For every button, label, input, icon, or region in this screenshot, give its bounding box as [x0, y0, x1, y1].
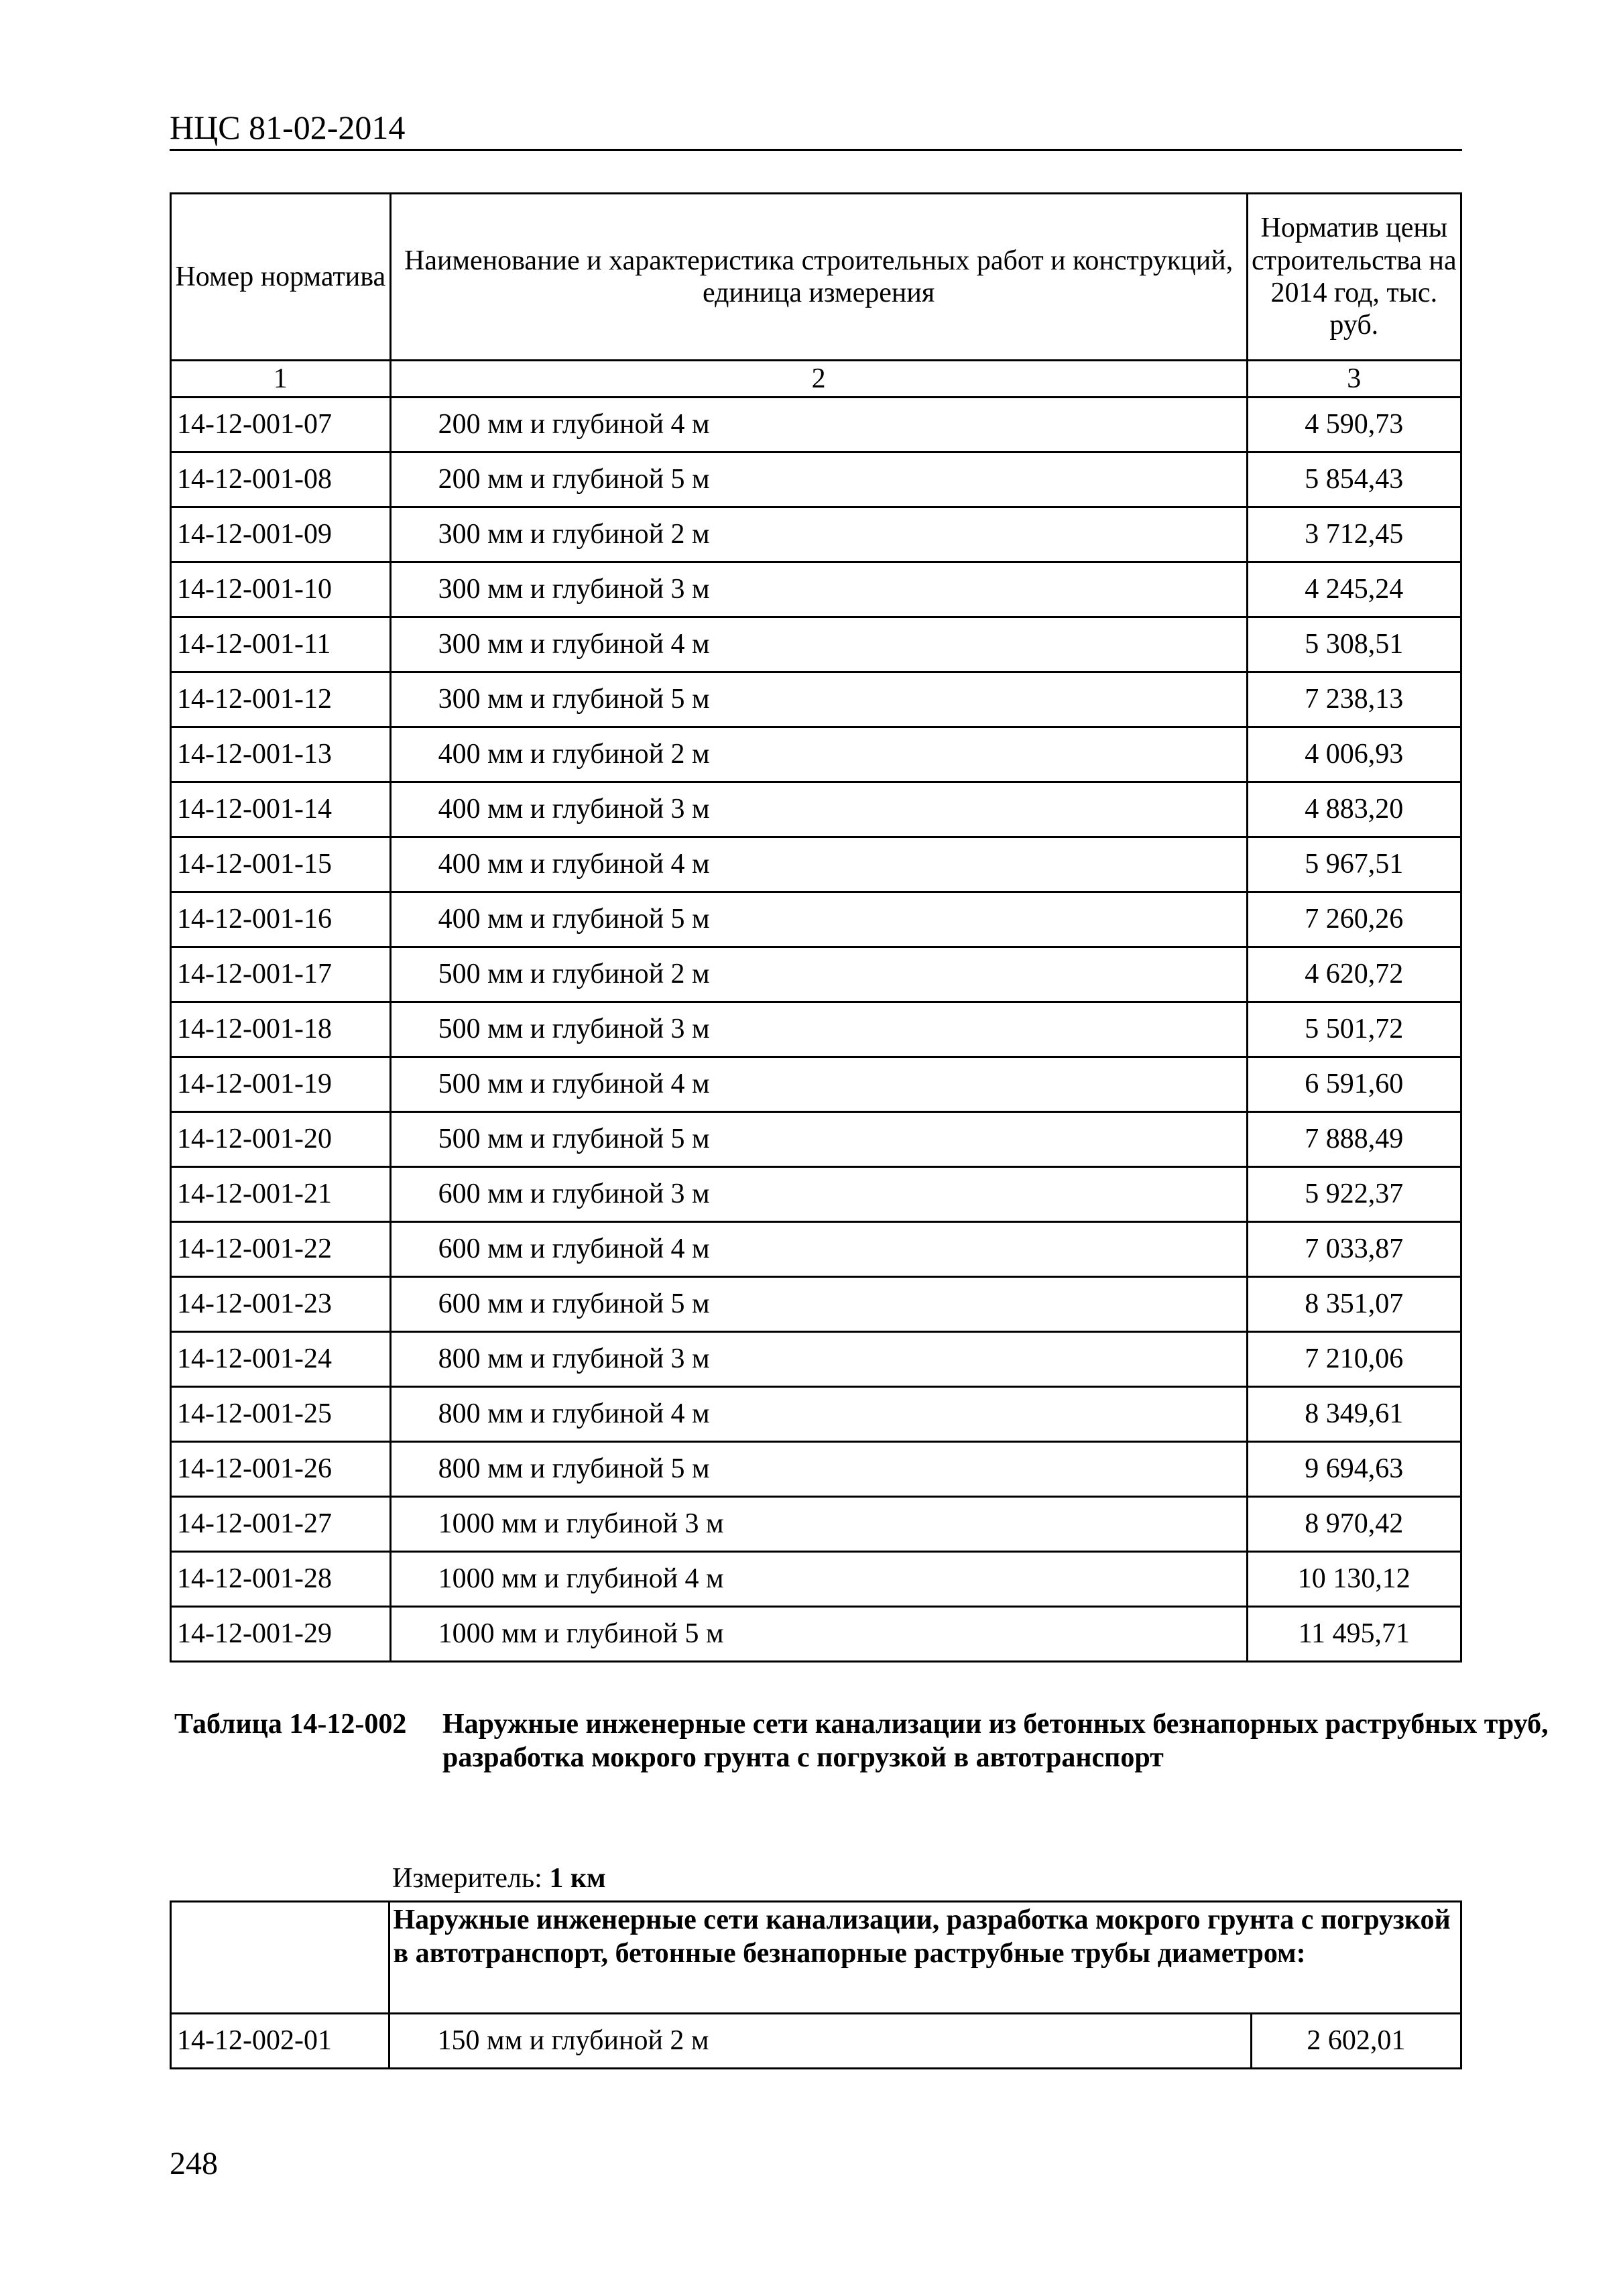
row-code: 14-12-001-21 — [171, 1167, 391, 1222]
row-code: 14-12-001-26 — [171, 1442, 391, 1497]
row-price: 8 349,61 — [1247, 1387, 1461, 1442]
unit-of-measure — [392, 1862, 606, 1894]
column-header-code: Номер норматива — [171, 194, 391, 361]
row-description: 800 мм и глубиной 4 м — [390, 1387, 1247, 1442]
table-row — [171, 947, 1461, 1002]
row-description: 200 мм и глубиной 4 м — [390, 398, 1247, 452]
row-price: 7 260,26 — [1247, 892, 1461, 947]
row-description: 300 мм и глубиной 3 м — [390, 562, 1247, 617]
table-row — [171, 1002, 1461, 1057]
row-code: 14-12-001-24 — [171, 1332, 391, 1387]
row-price: 4 006,93 — [1247, 727, 1461, 782]
table-caption-text: Наружные инженерные сети канализации из бетонных безнапорных раструбных труб, разработка мокрого грунта с погрузкой в автотранспорт — [442, 1709, 1549, 1774]
row-description: 300 мм и глубиной 5 м — [390, 672, 1247, 727]
row-description: 600 мм и глубиной 4 м — [390, 1222, 1247, 1277]
row-price: 5 854,43 — [1247, 452, 1461, 507]
row-price: 4 620,72 — [1247, 947, 1461, 1002]
row-code: 14-12-001-11 — [171, 617, 391, 672]
column-number-row — [171, 361, 1461, 398]
row-price: 4 245,24 — [1247, 562, 1461, 617]
row-price: 4 883,20 — [1247, 782, 1461, 837]
row-code: 14-12-001-18 — [171, 1002, 391, 1057]
table-row — [171, 452, 1461, 507]
row-description: 400 мм и глубиной 2 м — [390, 727, 1247, 782]
row-description: 600 мм и глубиной 3 м — [390, 1167, 1247, 1222]
row-code: 14-12-001-14 — [171, 782, 391, 837]
row-code: 14-12-001-28 — [171, 1552, 391, 1607]
row-code: 14-12-001-15 — [171, 837, 391, 892]
row-code: 14-12-001-08 — [171, 452, 391, 507]
row-description: 1000 мм и глубиной 4 м — [390, 1552, 1247, 1607]
row-description: 800 мм и глубиной 5 м — [390, 1442, 1247, 1497]
row-code: 14-12-001-20 — [171, 1112, 391, 1167]
table-group-header: Наружные инженерные сети канализации, разработка мокрого грунта с погрузкой в автотранспорт, бетонные безнапорные раструбные трубы диаметром: — [389, 1902, 1461, 2014]
row-price: 8 351,07 — [1247, 1277, 1461, 1332]
table-caption-label: Таблица 14-12-002 — [174, 1709, 407, 1740]
page-number: 248 — [170, 2146, 218, 2181]
row-description: 400 мм и глубиной 3 м — [390, 782, 1247, 837]
row-price: 8 970,42 — [1247, 1497, 1461, 1552]
row-description: 500 мм и глубиной 3 м — [390, 1002, 1247, 1057]
row-price: 7 888,49 — [1247, 1112, 1461, 1167]
table-group-header-row — [171, 1902, 1461, 2014]
row-description: 1000 мм и глубиной 3 м — [390, 1497, 1247, 1552]
row-code: 14-12-001-10 — [171, 562, 391, 617]
row-code: 14-12-002-01 — [171, 2014, 389, 2069]
table-row — [171, 1222, 1461, 1277]
table-row — [171, 1607, 1461, 1662]
row-price: 7 033,87 — [1247, 1222, 1461, 1277]
row-price: 5 501,72 — [1247, 1002, 1461, 1057]
price-table-14-12-002 — [170, 1900, 1462, 2069]
row-description: 500 мм и глубиной 4 м — [390, 1057, 1247, 1112]
table-row — [171, 782, 1461, 837]
row-code: 14-12-001-23 — [171, 1277, 391, 1332]
table-row — [171, 617, 1461, 672]
table-row — [171, 1167, 1461, 1222]
row-price: 7 210,06 — [1247, 1332, 1461, 1387]
row-code: 14-12-001-07 — [171, 398, 391, 452]
row-price: 11 495,71 — [1247, 1607, 1461, 1662]
price-table — [170, 192, 1462, 1663]
table-header-row — [171, 194, 1461, 361]
table-row — [171, 562, 1461, 617]
row-price: 3 712,45 — [1247, 507, 1461, 562]
row-price: 6 591,60 — [1247, 1057, 1461, 1112]
row-price: 5 967,51 — [1247, 837, 1461, 892]
table-row — [171, 1497, 1461, 1552]
row-code: 14-12-001-12 — [171, 672, 391, 727]
row-description: 500 мм и глубиной 2 м — [390, 947, 1247, 1002]
empty-cell — [171, 1902, 389, 2014]
row-code: 14-12-001-25 — [171, 1387, 391, 1442]
table-row — [171, 1387, 1461, 1442]
row-code: 14-12-001-27 — [171, 1497, 391, 1552]
row-description: 500 мм и глубиной 5 м — [390, 1112, 1247, 1167]
row-description: 300 мм и глубиной 4 м — [390, 617, 1247, 672]
column-header-price: Норматив цены строительства на 2014 год, тыс. руб. — [1247, 194, 1461, 361]
row-description: 300 мм и глубиной 2 м — [390, 507, 1247, 562]
row-price: 7 238,13 — [1247, 672, 1461, 727]
table-row — [171, 1552, 1461, 1607]
row-description: 150 мм и глубиной 2 м — [389, 2014, 1251, 2069]
table-row — [171, 398, 1461, 452]
column-header-description: Наименование и характеристика строительных работ и конструкций, единица измерения — [390, 194, 1247, 361]
row-price: 9 694,63 — [1247, 1442, 1461, 1497]
row-code: 14-12-001-29 — [171, 1607, 391, 1662]
row-price: 5 922,37 — [1247, 1167, 1461, 1222]
unit-of-measure-label: Измеритель: — [392, 1863, 542, 1894]
table-row — [171, 1332, 1461, 1387]
table-row — [171, 672, 1461, 727]
table-row — [171, 1112, 1461, 1167]
table-row — [171, 1057, 1461, 1112]
row-price: 4 590,73 — [1247, 398, 1461, 452]
row-price: 5 308,51 — [1247, 617, 1461, 672]
row-code: 14-12-001-19 — [171, 1057, 391, 1112]
row-code: 14-12-001-09 — [171, 507, 391, 562]
row-code: 14-12-001-17 — [171, 947, 391, 1002]
row-description: 800 мм и глубиной 3 м — [390, 1332, 1247, 1387]
document-header: НЦС 81-02-2014 — [170, 109, 406, 146]
table-row — [171, 2014, 1461, 2069]
row-code: 14-12-001-16 — [171, 892, 391, 947]
column-number: 1 — [171, 361, 391, 398]
table-row — [171, 1277, 1461, 1332]
table-row — [171, 727, 1461, 782]
row-code: 14-12-001-13 — [171, 727, 391, 782]
row-code: 14-12-001-22 — [171, 1222, 391, 1277]
row-price: 2 602,01 — [1251, 2014, 1461, 2069]
table-row — [171, 837, 1461, 892]
row-description: 400 мм и глубиной 5 м — [390, 892, 1247, 947]
row-price: 10 130,12 — [1247, 1552, 1461, 1607]
row-description: 400 мм и глубиной 4 м — [390, 837, 1247, 892]
row-description: 200 мм и глубиной 5 м — [390, 452, 1247, 507]
row-description: 600 мм и глубиной 5 м — [390, 1277, 1247, 1332]
column-number: 3 — [1247, 361, 1461, 398]
header-rule — [170, 149, 1462, 151]
column-number: 2 — [390, 361, 1247, 398]
unit-of-measure-value: 1 км — [549, 1863, 606, 1894]
table-row — [171, 1442, 1461, 1497]
table-row — [171, 507, 1461, 562]
row-description: 1000 мм и глубиной 5 м — [390, 1607, 1247, 1662]
table-row — [171, 892, 1461, 947]
